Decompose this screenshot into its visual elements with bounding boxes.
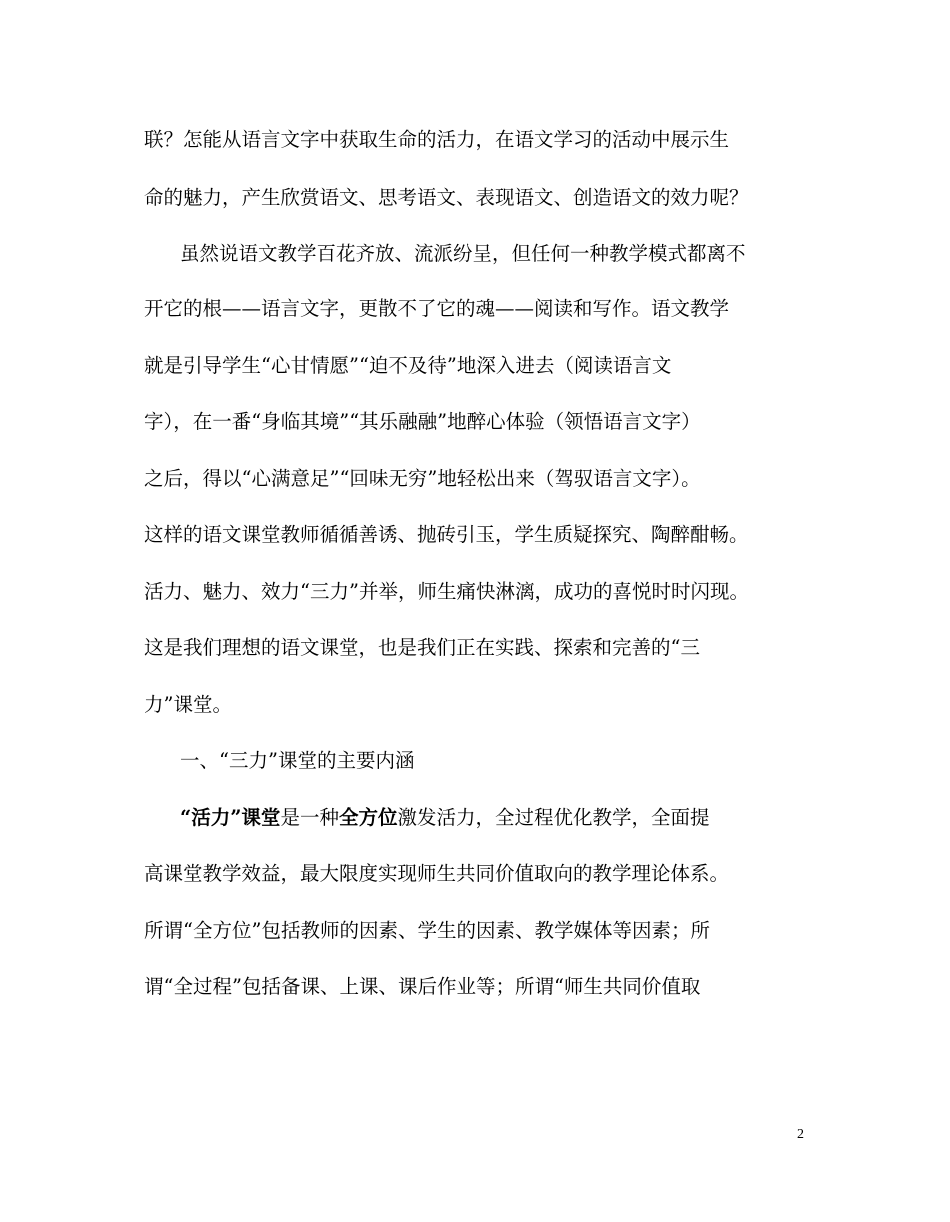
text-line: 就是引导学生“心甘情愿”“迫不及待”地深入进去（阅读语言文 — [144, 354, 672, 377]
text-line: 联？怎能从语言文字中获取生命的活力，在语文学习的活动中展示生 — [144, 128, 730, 151]
text-line: 活力、魅力、效力“三力”并举，师生痛快淋漓，成功的喜悦时时闪现。 — [144, 580, 749, 603]
text-line: 谓“全过程”包括备课、上课、课后作业等；所谓“师生共同价值取 — [144, 975, 701, 998]
term-all-round: 全方位 — [338, 806, 398, 829]
text-span: 激发活力，全过程优化教学，全面提 — [397, 806, 710, 829]
text-span: 是一种 — [280, 806, 339, 829]
text-line: 之后，得以“心满意足”“回味无穷”地轻松出来（驾驭语言文字）。 — [144, 467, 701, 490]
paragraph-vitality-line — [180, 806, 709, 830]
page-number: 2 — [797, 1127, 804, 1142]
text-line: 这是我们理想的语文课堂，也是我们正在实践、探索和完善的“三 — [144, 636, 700, 659]
text-line: 命的魅力，产生欣赏语文、思考语文、表现语文、创造语文的效力呢？ — [144, 186, 749, 209]
text-line: 字），在一番“身临其境”“其乐融融”地醉心体验（领悟语言文字） — [144, 410, 701, 433]
text-line: 高课堂教学效益，最大限度实现师生共同价值取向的教学理论体系。 — [144, 862, 730, 885]
text-line: 力”课堂。 — [144, 693, 232, 716]
term-vitality-classroom: “活力”课堂 — [180, 806, 281, 829]
text-line: 所谓“全方位”包括教师的因素、学生的因素、教学媒体等因素；所 — [144, 919, 710, 942]
text-line: 开它的根——语言文字，更散不了它的魂——阅读和写作。语文教学 — [144, 297, 730, 320]
paragraph-start-line: 虽然说语文教学百花齐放、流派纷呈，但任何一种教学模式都离不 — [180, 242, 746, 265]
section-heading: 一、“三力”课堂的主要内涵 — [180, 749, 415, 772]
text-line: 这样的语文课堂教师循循善诱、抛砖引玉，学生质疑探究、陶醉酣畅。 — [144, 523, 749, 546]
